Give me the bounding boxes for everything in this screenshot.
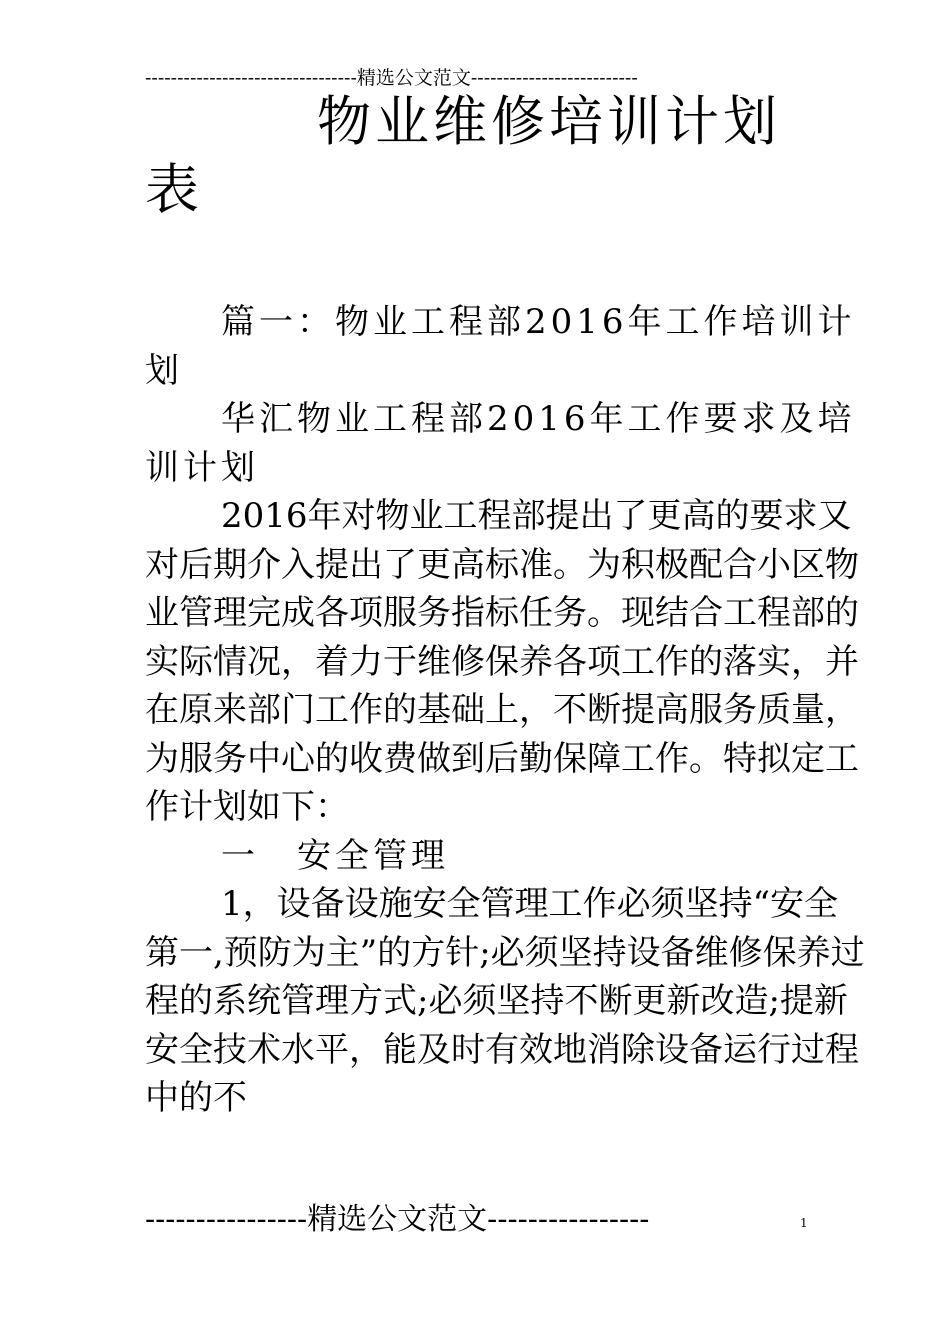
document-body — [145, 298, 865, 1123]
page-number: 1 — [800, 1216, 808, 1230]
section-heading: 篇一：物业工程部2016年工作培训计划 — [145, 302, 856, 391]
document-title: 物业维修培训计划表 — [145, 90, 781, 221]
page-header: ---------------------------------精选公文范文-------------------------- — [145, 67, 638, 89]
section-title-safety: 一 安全管理 — [221, 835, 449, 876]
sub-heading: 华汇物业工程部2016年工作要求及培训计划 — [145, 399, 856, 488]
intro-paragraph: 2016年对物业工程部提出了更高的要求又对后期介入提出了更高标准。为积极配合小区物业管理完成各项服务指标任务。现结合工程部的实际情况，着力于维修保养各项工作的落实，并在原来部门工作的基础上，不断提高服务质量，为服务中心的收费做到后勤保障工作。特拟定工作计划如下： — [145, 496, 859, 827]
page-footer: ----------------精选公文范文---------------- — [145, 1202, 650, 1237]
safety-paragraph: 1，设备设施安全管理工作必须坚持“安全第一,预防为主”的方针;必须坚持设备维修保养过程的系统管理方式;必须坚持不断更新改造;提新安全技术水平，能及时有效地消除设备运行过程中的不 — [145, 884, 865, 1118]
